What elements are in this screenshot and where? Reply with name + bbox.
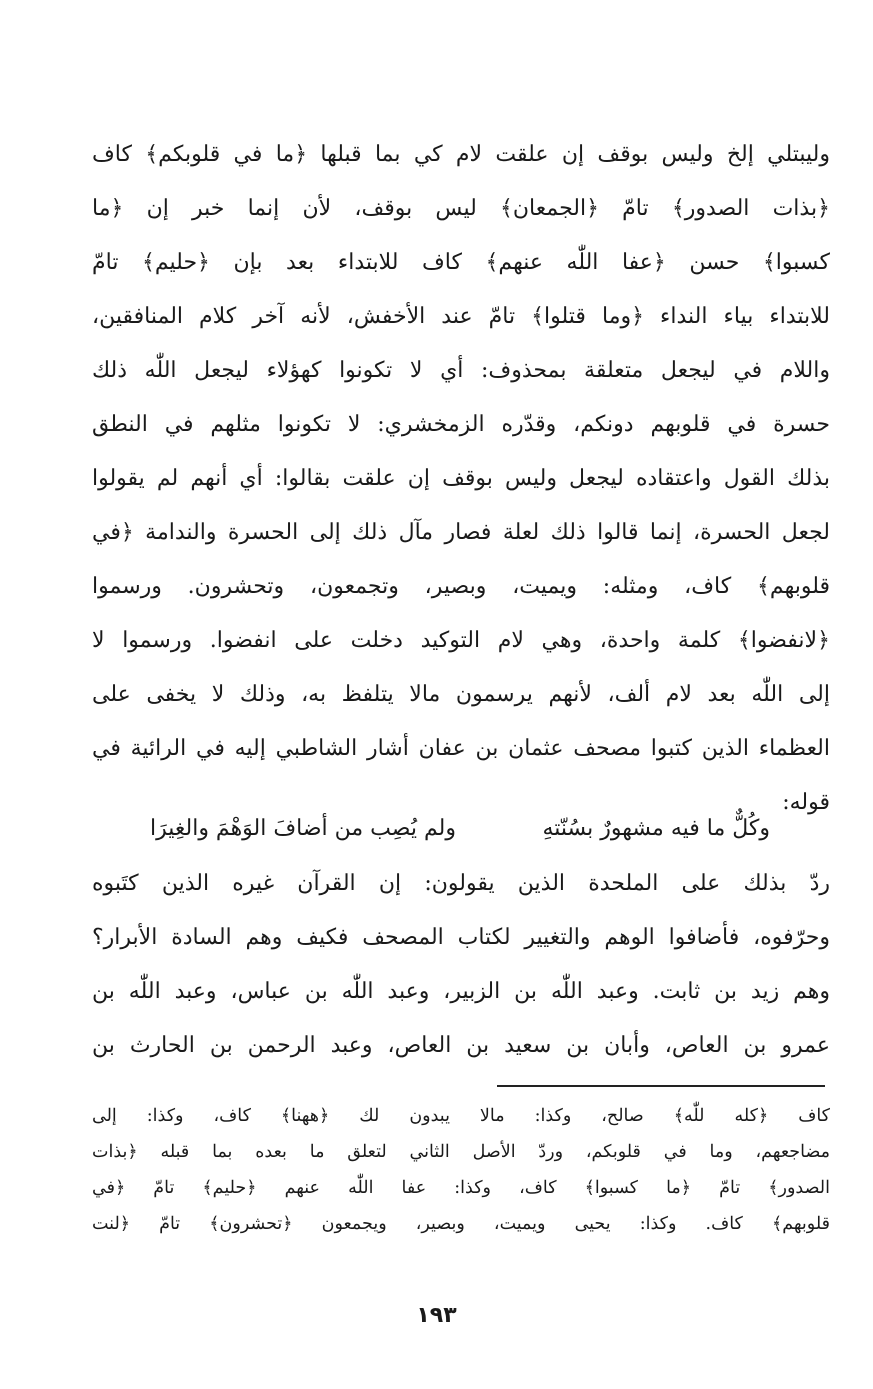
text-line: عمرو بن العاص، وأبان بن سعيد بن العاص، وعبد الرحمن بن الحارث بن xyxy=(92,1033,830,1058)
text-line: ردّ بذلك على الملحدة الذين يقولون: إن القرآن غيره الذين كتَبوه xyxy=(92,871,830,896)
footnote-line: كاف ﴿كله للّٰه﴾ صالح، وكذا: مالا يبدون لك ﴿ههنا﴾ كاف، وكذا: إلى xyxy=(92,1106,830,1126)
text-line: قلوبهم﴾ كاف، ومثله: ويميت، وبصير، وتجمعون، وتحشرون. ورسموا xyxy=(92,574,830,599)
text-line: وهم زيد بن ثابت. وعبد اللّٰه بن الزبير، وعبد اللّٰه بن عباس، وعبد اللّٰه بن xyxy=(92,979,830,1004)
footnote-line: مضاجعهم، وما في قلوبكم، وردّ الأصل الثاني لتعلق ما بعده بما قبله ﴿بذات xyxy=(92,1142,830,1162)
text-line: العظماء الذين كتبوا مصحف عثمان بن عفان أشار الشاطبي إليه في الرائية في xyxy=(92,736,830,761)
text-line: للابتداء بياء النداء ﴿وما قتلوا﴾ تامّ عند الأخفش، لأنه آخر كلام المنافقين، xyxy=(92,304,830,329)
text-line: إلى اللّٰه بعد لام ألف، لأنهم يرسمون مالا يتلفظ به، وذلك لا يخفى على xyxy=(92,682,830,707)
verse-second-hemistich: ولم يُصِب من أضافَ الوَهْمَ والغِيرَا xyxy=(150,816,456,841)
text-line: وليبتلي إلخ وليس بوقف إن علقت لام كي بما قبلها ﴿ما في قلوبكم﴾ كاف xyxy=(92,142,830,167)
footnote-divider xyxy=(497,1085,825,1087)
footnote-line: قلوبهم﴾ كاف. وكذا: يحيى ويميت، وبصير، ويجمعون ﴿تحشرون﴾ تامّ ﴿لنت xyxy=(92,1214,830,1234)
text-line: ﴿بذات الصدور﴾ تامّ ﴿الجمعان﴾ ليس بوقف، لأن إنما خبر إن ﴿ما xyxy=(92,196,830,221)
text-line: حسرة في قلوبهم دونكم، وقدّره الزمخشري: لا تكونوا مثلهم في النطق xyxy=(92,412,830,437)
text-line: لجعل الحسرة، إنما قالوا ذلك لعلة فصار مآل ذلك إلى الحسرة والندامة ﴿في xyxy=(92,520,830,545)
poetry-verse xyxy=(150,802,770,856)
text-line: ﴿لانفضوا﴾ كلمة واحدة، وهي لام التوكيد دخلت على انفضوا. ورسموا لا xyxy=(92,628,830,653)
footnote-block xyxy=(92,1098,830,1242)
text-line: بذلك القول واعتقاده ليجعل وليس بوقف إن علقت بقالوا: أي أنهم لم يقولوا xyxy=(92,466,830,491)
text-line: وحرّفوه، فأضافوا الوهم والتغيير لكتاب المصحف فكيف وهم السادة الأبرار؟ xyxy=(92,925,830,950)
main-text-block-continued xyxy=(92,857,830,1073)
verse-first-hemistich: وكُلٌّ ما فيه مشهورٌ بسُنّتهِ xyxy=(542,816,770,841)
text-line: واللام في ليجعل متعلقة بمحذوف: أي لا تكونوا كهؤلاء ليجعل اللّٰه ذلك xyxy=(92,358,830,383)
main-text-block xyxy=(92,128,830,830)
text-line: كسبوا﴾ حسن ﴿عفا اللّٰه عنهم﴾ كاف للابتداء بعد بإن ﴿حليم﴾ تامّ xyxy=(92,250,830,275)
footnote-line: الصدور﴾ تامّ ﴿ما كسبوا﴾ كاف، وكذا: عفا اللّٰه عنهم ﴿حليم﴾ تامّ ﴿في xyxy=(92,1178,830,1198)
text-line: قوله: xyxy=(782,790,830,815)
page-number: ١٩٣ xyxy=(416,1303,457,1328)
